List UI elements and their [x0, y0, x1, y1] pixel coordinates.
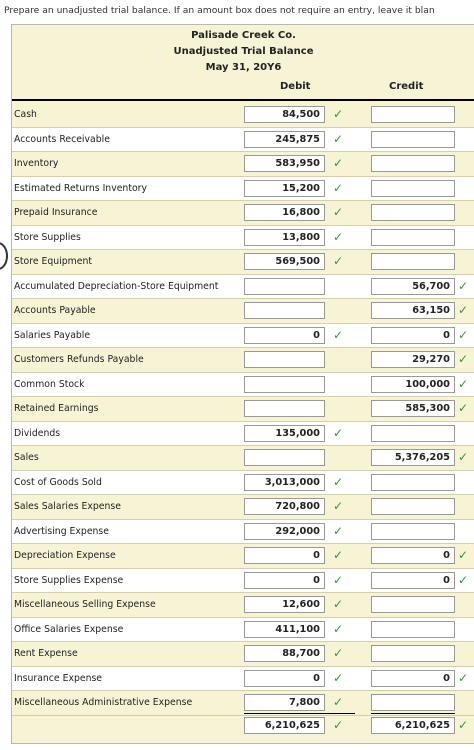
debit-amount-input[interactable]: 292,000	[244, 523, 325, 540]
debit-check-icon: ✓	[333, 499, 344, 513]
debit-amount-input[interactable]: 0	[244, 670, 325, 687]
debit-column-header: Debit	[280, 81, 311, 92]
debit-check-icon: ✓	[333, 646, 344, 660]
credit-amount-input[interactable]	[371, 180, 455, 197]
totals-row	[12, 714, 474, 739]
table-row	[12, 324, 474, 349]
table-row	[12, 544, 474, 569]
credit-amount-input[interactable]: 0	[371, 670, 455, 687]
account-label: Store Supplies	[14, 231, 81, 243]
debit-amount-input[interactable]	[244, 302, 325, 319]
debit-check-icon: ✓	[333, 131, 344, 146]
credit-amount-input[interactable]	[371, 106, 455, 123]
debit-amount-input[interactable]: 0	[244, 547, 325, 564]
credit-amount-input[interactable]	[371, 204, 455, 221]
credit-amount-input[interactable]	[371, 498, 455, 515]
left-bracket-decoration	[0, 242, 8, 270]
debit-check-icon: ✓	[333, 205, 344, 219]
table-row	[12, 299, 474, 324]
debit-amount-input[interactable]: 245,875	[244, 131, 325, 148]
instructions-text: Prepare an unadjusted trial balance. If an amount box does not require an entry, leave it blan	[4, 5, 435, 16]
credit-check-icon: ✓	[458, 450, 469, 464]
credit-check-icon: ✓	[458, 352, 469, 366]
debit-amount-input[interactable]: 88,700	[244, 645, 325, 662]
table-row	[12, 201, 474, 226]
credit-check-icon: ✓	[458, 548, 469, 562]
credit-amount-input[interactable]: 0	[371, 327, 455, 344]
debit-check-icon: ✓	[333, 670, 344, 685]
credit-amount-input[interactable]	[371, 621, 455, 638]
credit-column-header: Credit	[389, 81, 424, 92]
debit-check-icon: ✓	[333, 597, 344, 611]
table-row	[12, 422, 474, 447]
account-label: Retained Earnings	[14, 403, 99, 414]
table-row	[12, 618, 474, 643]
table-row	[12, 691, 474, 716]
account-label: Miscellaneous Selling Expense	[14, 599, 156, 610]
account-label: Sales	[14, 452, 39, 463]
table-row	[12, 495, 474, 520]
account-label: Sales Salaries Expense	[14, 501, 121, 512]
table-row	[12, 152, 474, 177]
account-label: Estimated Returns Inventory	[14, 182, 147, 194]
debit-amount-input[interactable]: 16,800	[244, 204, 325, 221]
debit-amount-input[interactable]: 411,100	[244, 621, 325, 638]
credit-check-icon: ✓	[458, 303, 469, 317]
credit-amount-input[interactable]	[371, 229, 455, 246]
credit-check-icon: ✓	[458, 572, 469, 587]
debit-amount-input[interactable]	[244, 376, 325, 393]
debit-check-icon: ✓	[333, 474, 344, 489]
credit-amount-input[interactable]: 0	[371, 572, 455, 589]
credit-check-icon: ✓	[458, 327, 469, 342]
table-row	[12, 446, 474, 471]
table-row	[12, 250, 474, 275]
statement-date: May 31, 20Y6	[205, 62, 282, 73]
debit-amount-input[interactable]: 0	[244, 327, 325, 344]
table-row	[12, 593, 474, 618]
account-label: Store Equipment	[14, 256, 92, 267]
credit-amount-input[interactable]	[371, 155, 455, 172]
credit-amount-input[interactable]: 585,300	[371, 400, 455, 417]
table-row	[12, 103, 474, 128]
debit-check-icon: ✓	[333, 107, 344, 121]
credit-amount-input[interactable]: 100,000	[371, 376, 455, 393]
debit-check-icon: ✓	[333, 425, 344, 440]
debit-amount-input[interactable]: 720,800	[244, 498, 325, 515]
debit-amount-input[interactable]: 13,800	[244, 229, 325, 246]
debit-check-icon: ✓	[333, 572, 344, 587]
table-row	[12, 520, 474, 545]
credit-amount-input[interactable]: 0	[371, 547, 455, 564]
account-label: Salaries Payable	[14, 329, 91, 341]
account-label: Cash	[14, 109, 37, 120]
credit-check-icon: ✓	[458, 278, 469, 293]
trial-balance-sheet	[11, 24, 474, 744]
debit-check-icon: ✓	[333, 327, 344, 342]
debit-amount-input[interactable]: 569,500	[244, 253, 325, 270]
credit-amount-input[interactable]: 56,700	[371, 278, 455, 295]
account-label: Store Supplies Expense	[14, 574, 124, 586]
debit-amount-input[interactable]	[244, 400, 325, 417]
debit-amount-input[interactable]	[244, 278, 325, 295]
account-label: Accounts Receivable	[14, 133, 110, 145]
table-row	[12, 128, 474, 153]
debit-amount-input[interactable]: 135,000	[244, 425, 325, 442]
debit-amount-input[interactable]: 15,200	[244, 180, 325, 197]
account-label: Advertising Expense	[14, 525, 109, 537]
account-label: Customers Refunds Payable	[14, 354, 144, 365]
credit-amount-input[interactable]: 29,270	[371, 351, 455, 368]
table-row	[12, 397, 474, 422]
credit-amount-input[interactable]	[371, 131, 455, 148]
company-name: Palisade Creek Co.	[191, 30, 296, 41]
credit-amount-input[interactable]: 63,150	[371, 302, 455, 319]
account-label: Insurance Expense	[14, 672, 103, 684]
account-label: Depreciation Expense	[14, 550, 116, 561]
credit-amount-input[interactable]	[371, 474, 455, 491]
table-row	[12, 569, 474, 594]
debit-total-check-icon: ✓	[333, 718, 344, 732]
credit-amount-input[interactable]	[371, 694, 455, 711]
table-row	[12, 373, 474, 398]
table-row	[12, 642, 474, 667]
credit-amount-input[interactable]	[371, 253, 455, 270]
table-row	[12, 177, 474, 202]
table-row	[12, 471, 474, 496]
debit-amount-input[interactable]: 12,600	[244, 596, 325, 613]
debit-check-icon: ✓	[333, 156, 344, 170]
debit-check-icon: ✓	[333, 254, 344, 268]
credit-total-input[interactable]: 6,210,625	[371, 717, 455, 734]
table-row	[12, 275, 474, 300]
statement-title: Unadjusted Trial Balance	[173, 46, 314, 57]
header-divider	[12, 99, 474, 101]
debit-check-icon: ✓	[333, 523, 344, 538]
account-label: Inventory	[14, 158, 59, 169]
credit-check-icon: ✓	[458, 401, 469, 415]
debit-amount-input[interactable]	[244, 351, 325, 368]
account-label: Cost of Goods Sold	[14, 476, 102, 488]
account-label: Accounts Payable	[14, 305, 96, 316]
debit-check-icon: ✓	[333, 229, 344, 244]
account-label: Dividends	[14, 427, 61, 439]
debit-amount-input[interactable]: 84,500	[244, 106, 325, 123]
debit-amount-input[interactable]: 7,800	[244, 694, 325, 711]
debit-amount-input[interactable]: 583,950	[244, 155, 325, 172]
account-label: Prepaid Insurance	[14, 207, 98, 218]
table-row	[12, 667, 474, 692]
credit-amount-input[interactable]	[371, 645, 455, 662]
credit-check-icon: ✓	[458, 376, 469, 391]
account-label: Common Stock	[14, 378, 85, 390]
account-label: Office Salaries Expense	[14, 623, 124, 635]
credit-amount-input[interactable]	[371, 425, 455, 442]
table-row	[12, 348, 474, 373]
debit-check-icon: ✓	[333, 548, 344, 562]
table-row	[12, 226, 474, 251]
account-label: Accumulated Depreciation-Store Equipment	[14, 280, 219, 292]
account-label: Miscellaneous Administrative Expense	[14, 697, 193, 708]
debit-check-icon: ✓	[333, 621, 344, 636]
debit-check-icon: ✓	[333, 180, 344, 195]
credit-check-icon: ✓	[458, 670, 469, 685]
debit-total-input[interactable]: 6,210,625	[244, 717, 325, 734]
debit-amount-input[interactable]: 3,013,000	[244, 474, 325, 491]
account-label: Rent Expense	[14, 648, 78, 659]
credit-total-check-icon: ✓	[458, 718, 469, 732]
debit-amount-input[interactable]: 0	[244, 572, 325, 589]
credit-amount-input[interactable]	[371, 523, 455, 540]
credit-amount-input[interactable]: 5,376,205	[371, 449, 455, 466]
debit-check-icon: ✓	[333, 695, 344, 709]
debit-amount-input[interactable]	[244, 449, 325, 466]
credit-amount-input[interactable]	[371, 596, 455, 613]
